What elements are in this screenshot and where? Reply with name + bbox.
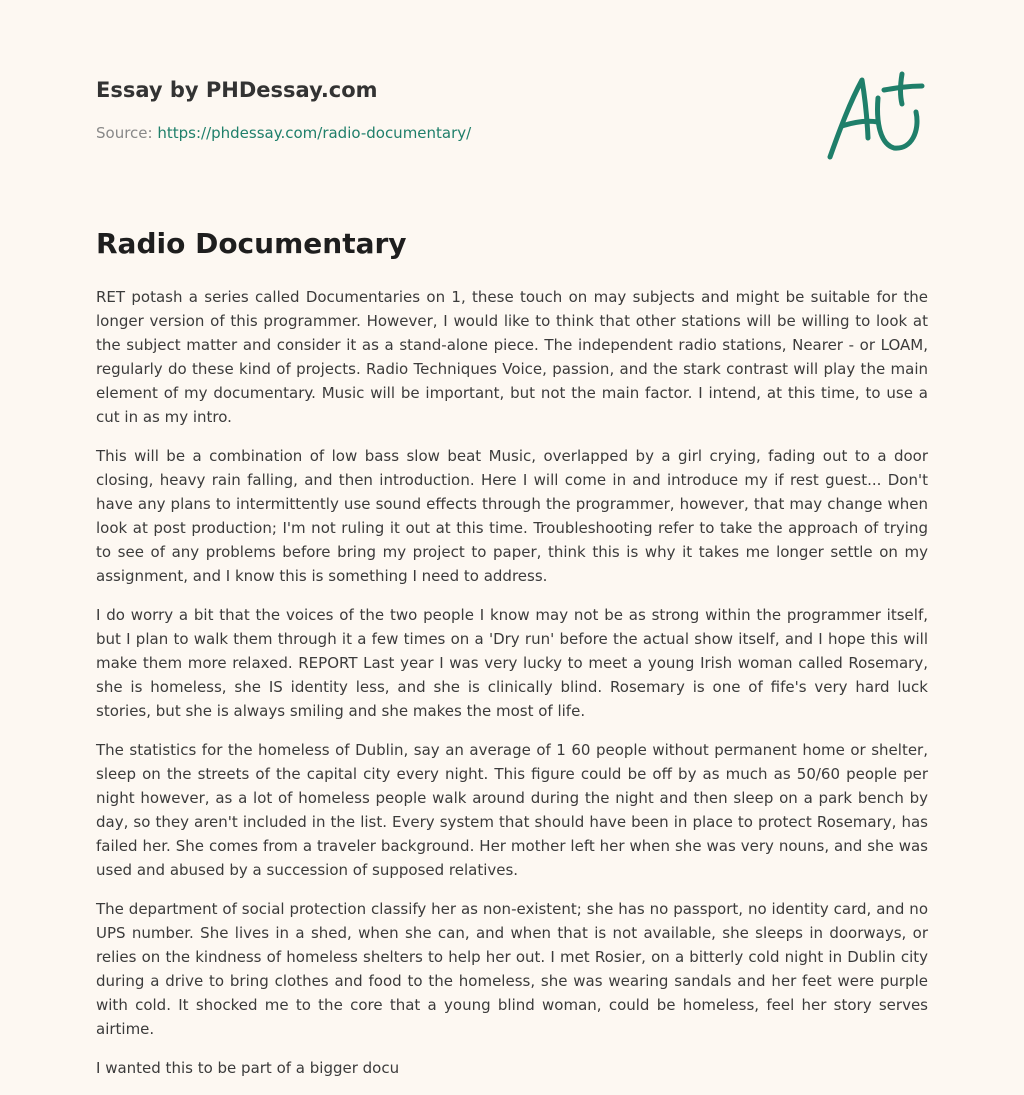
source-line bbox=[96, 123, 928, 143]
page-header bbox=[96, 76, 928, 143]
paragraph: I wanted this to be part of a bigger docu bbox=[96, 1059, 400, 1077]
source-link[interactable]: https://phdessay.com/radio-documentary/ bbox=[157, 124, 472, 142]
paragraph: I do worry a bit that the voices of the two people I know may not be as strong within the programmer itself, but I plan to walk them through it a few times on a 'Dry run' before the actual show itself, and I hope this will make them more relaxed. REPORT Last year I was very lucky to meet a young Irish woman called Rosemary, she is homeless, she IS identity less, and she is clinically blind. Rosemary is one of fife's very hard luck stories, but she is always smiling and she makes the most of life. bbox=[96, 606, 928, 720]
a-plus-logo-icon bbox=[820, 64, 930, 168]
paragraph: This will be a combination of low bass slow beat Music, overlapped by a girl crying, fading out to a door closing, heavy rain falling, and then introduction. Here I will come in and introduce my if rest guest... Don't have any plans to intermittently use sound effects through the programmer, however, that may change when look at post production; I'm not ruling it out at this time. Troubleshooting refer to take the approach of trying to see of any problems before bring my project to paper, think this is why it takes me longer settle on my assignment, and I know this is something I need to address. bbox=[96, 447, 928, 585]
site-title: Essay by PHDessay.com bbox=[96, 78, 378, 102]
document-title: Radio Documentary bbox=[96, 227, 407, 260]
paragraph: The department of social protection classify her as non-existent; she has no passport, no identity card, and no UPS number. She lives in a shed, when she can, and when that is not available, she sleeps in doorways, or relies on the kindness of homeless shelters to help her out. I met Rosier, on a bitterly cold night in Dublin city during a drive to bring clothes and food to the homeless, she was wearing sandals and her feet were purple with cold. It shocked me to the core that a young blind woman, could be homeless, feel her story serves airtime. bbox=[96, 900, 928, 1038]
paragraph: The statistics for the homeless of Dublin, say an average of 1 60 people without permanent home or shelter, sleep on the streets of the capital city every night. This figure could be off by as much as 50/60 people per night however, as a lot of homeless people walk around during the night and then sleep on a park bench by day, so they aren't included in the list. Every system that should have been in place to protect Rosemary, has failed her. She comes from a traveler background. Her mother left her when she was very nouns, and she was used and abused by a succession of supposed relatives. bbox=[96, 741, 928, 879]
source-label: Source: bbox=[96, 124, 153, 142]
document-body bbox=[96, 285, 928, 1095]
paragraph: RET potash a series called Documentaries on 1, these touch on may subjects and might be suitable for the longer version of this programmer. However, I would like to think that other stations will be willing to look at the subject matter and consider it as a stand-alone piece. The independent radio stations, Nearer - or LOAM, regularly do these kind of projects. Radio Techniques Voice, passion, and the stark contrast will play the main element of my documentary. Music will be important, but not the main factor. I intend, at this time, to use a cut in as my intro. bbox=[96, 288, 928, 426]
a-plus-logo bbox=[820, 64, 930, 168]
